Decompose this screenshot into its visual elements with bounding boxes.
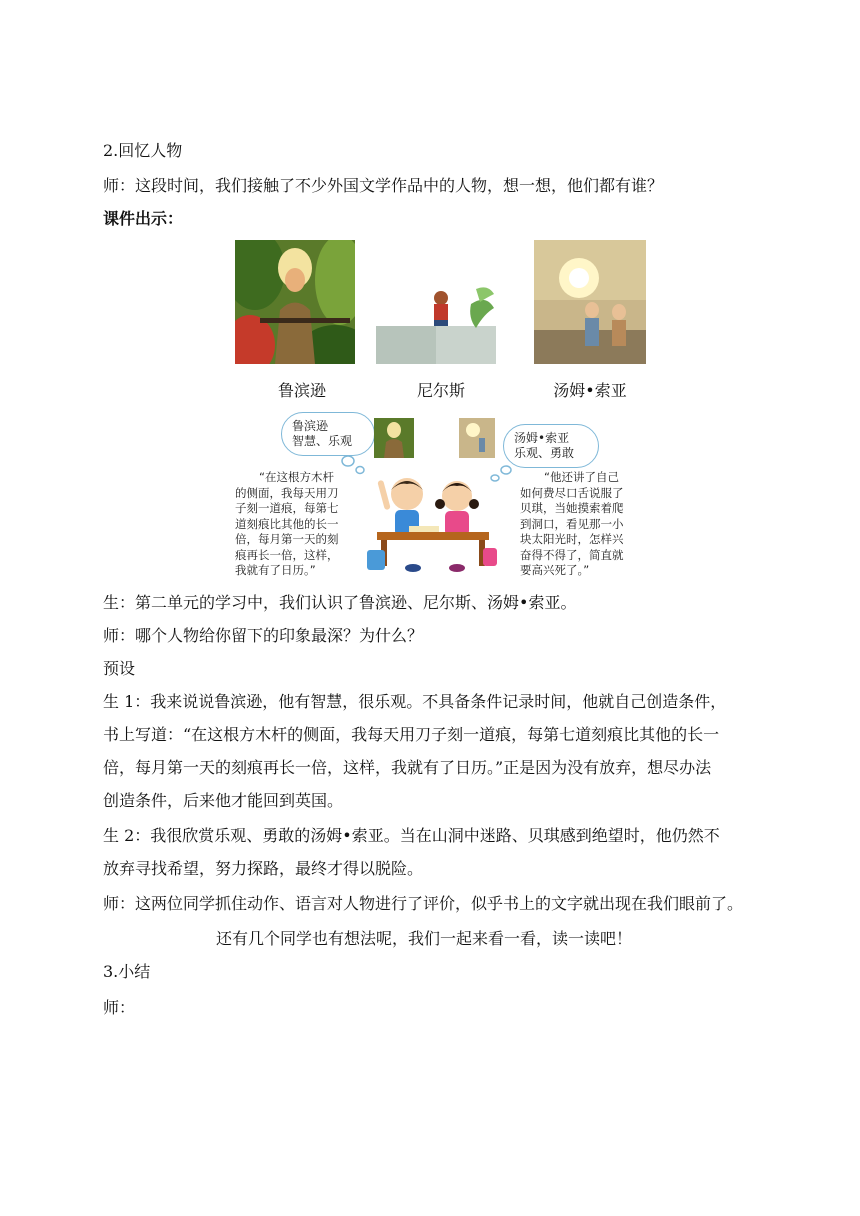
courseware-label: 课件出示： (103, 209, 184, 228)
teacher-comment-line: 师：这两位同学抓住动作、语言对人物进行了评价，似乎书上的文字就出现在我们眼前了。 (103, 894, 744, 913)
student2-line: 生 2：我很欣赏乐观、勇敢的汤姆•索亚。当在山洞中迷路、贝琪感到绝望时，他仍然不 (103, 826, 720, 845)
quote-robinson-line: 的侧面，我每天用刀 (235, 485, 339, 500)
robinson-thumbnail (374, 418, 414, 458)
quote-tom-line: 到洞口，看见那一小 (520, 516, 624, 531)
quote-robinson (235, 470, 339, 579)
quote-robinson-line: “在这根方木杆 (259, 470, 334, 484)
student1-line: 书上写道：“在这根方木杆的侧面，我每天用刀子刻一道痕，每第七道刻痕比其他的长一 (103, 725, 720, 744)
quote-tom-line: 奋得不得了，简直就 (520, 547, 624, 562)
section-heading-2: 2.回忆人物 (103, 141, 183, 160)
robinson-picture (235, 240, 355, 364)
quote-tom-line: 如何费尽口舌说服了 (520, 485, 624, 500)
tom-sawyer-thumbnail (459, 418, 495, 458)
student1-line: 创造条件，后来他才能回到英国。 (103, 791, 344, 810)
tom-sawyer-picture (534, 240, 646, 364)
nils-picture (376, 284, 496, 364)
quote-tom-line: 要高兴死了。” (520, 563, 590, 577)
student1-line: 倍，每月第一天的刻痕再长一倍，这样，我就有了日历。”正是因为没有放弃，想尽办法 (103, 758, 712, 777)
teacher-comment-line: 还有几个同学也有想法呢，我们一起来看一看，读一读吧！ (216, 929, 633, 948)
quote-tom-sawyer (520, 470, 624, 579)
bubble-robinson-name: 鲁滨逊 (292, 419, 329, 433)
bubble-tom-name: 汤姆•索亚 (514, 431, 570, 445)
caption-nils: 尼尔斯 (416, 381, 465, 400)
student1-line: 生 1：我来说说鲁滨逊，他有智慧，很乐观。不具备条件记录时间，他就自己创造条件， (103, 692, 727, 711)
quote-robinson-line: 子刻一道痕，每第七 (235, 501, 339, 515)
quote-robinson-line: 道刻痕比其他的长一 (235, 516, 339, 531)
bubble-robinson-traits: 智慧、乐观 (292, 434, 353, 448)
quote-tom-line: 贝琪，当她摸索着爬 (520, 501, 624, 515)
section-heading-3: 3.小结 (103, 962, 151, 981)
student-answer: 生：第二单元的学习中，我们认识了鲁滨逊、尼尔斯、汤姆•索亚。 (103, 593, 577, 612)
teacher-question-2: 师：哪个人物给你留下的印象最深？为什么？ (103, 626, 424, 645)
caption-robinson: 鲁滨逊 (277, 381, 326, 400)
teacher-summary: 师： (103, 998, 136, 1017)
thought-bubble-robinson (281, 412, 375, 456)
bubble-tom-traits: 乐观、勇敢 (514, 446, 575, 460)
thought-bubble-tom (503, 424, 599, 468)
quote-robinson-line: 痕再长一倍，这样， (235, 547, 339, 562)
preset-label: 预设 (103, 659, 136, 678)
quote-tom-line: “他还讲了自己 (544, 470, 619, 484)
quote-tom-line: 块太阳光时，怎样兴 (520, 532, 624, 546)
student2-line: 放弃寻找希望，努力探路，最终才得以脱险。 (103, 859, 424, 878)
quote-robinson-line: 我就有了日历。” (235, 563, 316, 577)
quote-robinson-line: 倍，每月第一天的刻 (235, 532, 339, 546)
teacher-question: 师：这段时间，我们接触了不少外国文学作品中的人物，想一想，他们都有谁？ (103, 176, 664, 195)
caption-tom-sawyer: 汤姆•索亚 (553, 381, 627, 400)
reading-children-illustration (365, 470, 497, 576)
